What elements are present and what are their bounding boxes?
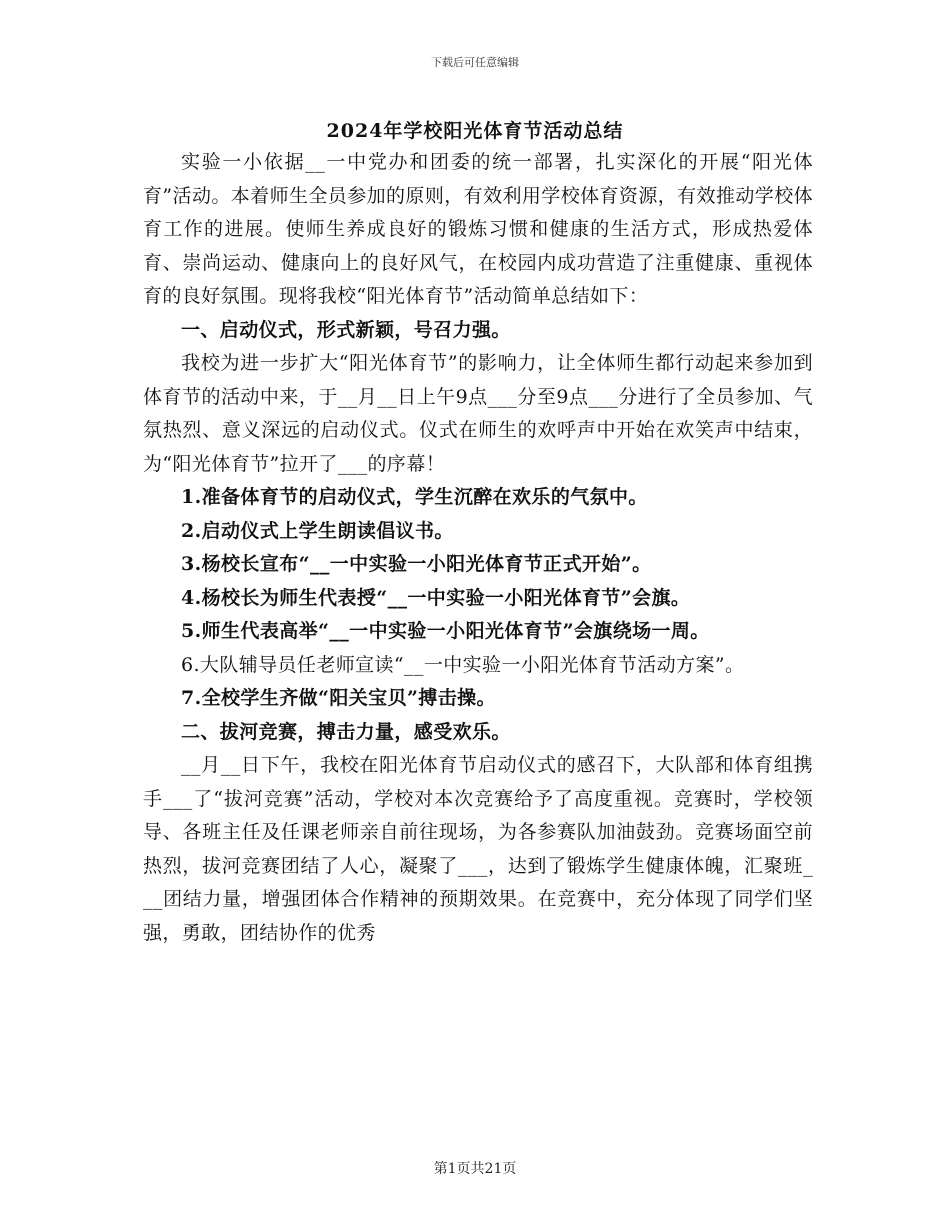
document-title: 2024年学校阳光体育节活动总结 (326, 120, 624, 142)
intro-paragraph: 实验一小依据__一中党办和团委的统一部署，扎实深化的开展“阳光体育”活动。本着师生全员参加的原则，有效利用学校体育资源，有效推动学校体育工作的进展。使师生养成良好的锻炼习惯和健康的生活方式，形成热爱体育、崇尚运动、健康向上的良好风气，在校园内成功营造了注重健康、重视体育的良好氛围。现将我校“阳光体育节”活动简单总结如下： (143, 151, 813, 307)
section-heading-2: 二、拔河竞赛，搏击力量，感受欢乐。 (181, 720, 511, 743)
page-footer: 第1页共21页 (433, 1161, 517, 1177)
section-heading-1: 一、启动仪式，形式新颖，号召力强。 (181, 318, 511, 341)
body-paragraph: __月__日下午，我校在阳光体育节启动仪式的感召下，大队部和体育组携手___了“拔河竞赛”活动，学校对本次竞赛给予了高度重视。竞赛时，学校领导、各班主任及任课老师亲自前往现场，为各参赛队加油鼓劲。竞赛场面空前热烈，拔河竞赛团结了人心，凝聚了___，达到了锻炼学生健康体魄，汇聚班___团结力量，增强团体合作精神的预期效果。在竞赛中，充分体现了同学们坚强，勇敢，团结协作的优秀 (143, 754, 813, 944)
list-item-4: 4.杨校长为师生代表授“__一中实验一小阳光体育节”会旗。 (181, 586, 691, 609)
list-item-2: 2.启动仪式上学生朗读倡议书。 (181, 519, 454, 542)
list-item-5: 5.师生代表高举“__一中实验一小阳光体育节”会旗绕场一周。 (181, 620, 710, 642)
list-item-7: 7.全校学生齐做“阳关宝贝”搏击操。 (181, 687, 496, 709)
list-item-6: 6.大队辅导员任老师宣读“__一中实验一小阳光体育节活动方案”。 (181, 653, 745, 676)
header-note: 下载后可任意编辑 (431, 56, 519, 69)
list-item-3: 3.杨校长宣布“__一中实验一小阳光体育节正式开始”。 (181, 553, 652, 575)
list-item-1: 1.准备体育节的启动仪式，学生沉醉在欢乐的气氛中。 (181, 486, 648, 508)
body-paragraph: 我校为进一步扩大“阳光体育节”的影响力，让全体师生都行动起来参加到体育节的活动中来，于__月__日上午9点___分至9点___分进行了全员参加、气氛热烈、意义深远的启动仪式。仪式在师生的欢呼声中开始在欢笑声中结束，为“阳光体育节”拉开了___的序幕！ (143, 352, 813, 475)
document-body (143, 146, 813, 950)
